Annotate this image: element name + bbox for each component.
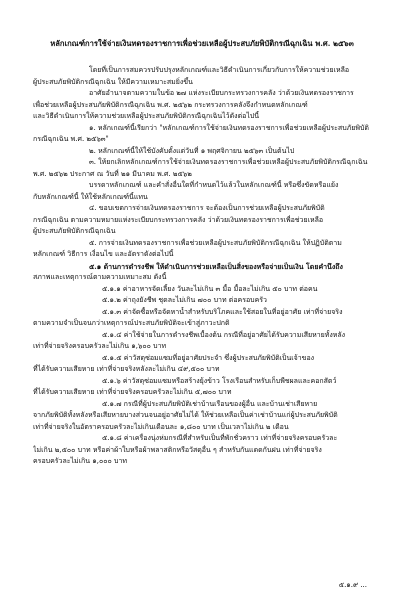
clause-4-cont: ผู้ประสบภัยพิบัติกรณีฉุกเฉิน [33,227,116,235]
clause-5-1-5-cont: ที่ได้รับความเสียหาย เท่าที่จ่ายจริงหลังละไม่เกิน ๔๙,๕๐๐ บาท [33,365,220,373]
clause-5: ๕. การจ่ายเงินทดรองราชการเพื่อช่วยเหลือผู้ประสบภัยพิบัติกรณีฉุกเฉิน ให้ปฏิบัติตาม [89,238,342,247]
clause-5-1-8-cont: ไม่เกิน ๒,๕๐๐ บาท หรือค่าผ้าใบหรือผ้าพลาสติกหรือวัสดุอื่น ๆ สำหรับกันแดดกันฝน เท่าที่จ่ายจริง [33,445,322,454]
clause-4-cont: กรณีฉุกเฉิน ตามความหมายแห่งระเบียบกระทรวงการคลัง ว่าด้วยเงินทดรองราชการเพื่อช่วยเหลือ [33,215,324,224]
clause-5-cont: หลักเกณฑ์ วิธีการ เงื่อนไข และอัตราดังต่อไปนี้ [33,250,174,258]
clause-5-1-7-cont: จากภัยพิบัติทั้งหลังหรือเสียหายบางส่วนจนอยู่อาศัยไม่ได้ ให้ช่วยเหลือเป็นค่าเช่าบ้านแก่ผู้ประสบภัยพิบัติ [33,411,338,419]
clause-4: ๔. ขอบเขตการจ่ายเงินทดรองราชการ จะต้องเป็นการช่วยเหลือผู้ประสบภัยพิบัติ [89,204,325,212]
clause-5-1-4-cont: เท่าที่จ่ายจริงครอบครัวละไม่เกิน ๑,๖๐๐ บาท [33,342,167,350]
preamble-line: ผู้ประสบภัยพิบัติกรณีฉุกเฉิน ให้มีความเหมาะสมยิ่งขึ้น [33,77,193,86]
clause-3-para: บรรดาหลักเกณฑ์ และคำสั่งอื่นใดที่กำหนดไว้แล้วในหลักเกณฑ์นี้ หรือซึ่งขัดหรือแย้ง [89,181,339,189]
clause-3: ๓. ให้ยกเลิกหลักเกณฑ์การใช้จ่ายเงินทดรองราชการเพื่อช่วยเหลือผู้ประสบภัยพิบัติกรณีฉุกเฉิน [89,158,368,166]
spacer [33,49,371,60]
clause-5-1-3-cont: ตามความจำเป็นจนกว่าเหตุการณ์ประสบภัยพิบัติจะเข้าสู่ภาวะปกติ [33,319,230,327]
clause-3-cont: พ.ศ. ๒๕๖๒ ประกาศ ณ วันที่ ๒๑ มีนาคม พ.ศ. ๒๕๖๒ [33,169,192,178]
authority-line: อาศัยอำนาจตามความในข้อ ๒๗ แห่งระเบียบกระทรวงการคลัง ว่าด้วยเงินทดรองราชการ [89,89,354,97]
clause-5-1-2: ๕.๑.๒ ค่าถุงยังชีพ ชุดละไม่เกิน ๗๐๐ บาท ต่อครอบครัว [102,296,267,304]
clause-5-1-3: ๕.๑.๓ ค่าจัดซื้อหรือจัดหาน้ำสำหรับบริโภคและใช้สอยในที่อยู่อาศัย เท่าที่จ่ายจริง [102,307,343,316]
authority-line: เพื่อช่วยเหลือผู้ประสบภัยพิบัติกรณีฉุกเฉิน พ.ศ. ๒๕๖๒ กระทรวงการคลังจึงกำหนดหลักเกณฑ์ [33,100,308,109]
preamble-line: โดยที่เป็นการสมควรปรับปรุงหลักเกณฑ์และวิธีดำเนินการเกี่ยวกับการให้ความช่วยเหลือ [89,66,350,74]
clause-5-1-7-cont: เท่าที่จ่ายจริงในอัตราครอบครัวละไม่เกินเดือนละ ๑,๘๐๐ บาท เป็นเวลาไม่เกิน ๒ เดือน [33,422,289,431]
clause-5-1-7: ๕.๑.๗ กรณีที่ผู้ประสบภัยพิบัติเช่าบ้านเรือนของผู้อื่น และบ้านเช่าเสียหาย [102,399,318,408]
clause-3-para-cont: กับหลักเกณฑ์นี้ ให้ใช้หลักเกณฑ์นี้แทน [33,192,148,201]
document-title: หลักเกณฑ์การใช้จ่ายเงินทดรองราชการเพื่อช่วยเหลือผู้ประสบภัยพิบัติกรณีฉุกเฉิน พ.ศ. ๒๕๖๓ [50,39,354,48]
authority-line: และวิธีดำเนินการให้ความช่วยเหลือผู้ประสบภัยพิบัติกรณีฉุกเฉินไว้ดังต่อไปนี้ [33,112,260,120]
clause-1: ๑. หลักเกณฑ์นี้เรียกว่า "หลักเกณฑ์การใช้จ่ายเงินทดรองราชการเพื่อช่วยเหลือผู้ประสบภัยพิบัติ [89,123,369,132]
clause-2: ๒. หลักเกณฑ์นี้ให้ใช้บังคับตั้งแต่วันที่ ๑ พฤศจิกายน ๒๕๖๓ เป็นต้นไป [89,146,295,155]
clause-5-1-8-cont: ครอบครัวละไม่เกิน ๑,๐๐๐ บาท [33,457,127,465]
clause-5-1-cont: สภาพและเหตุการณ์ตามความเหมาะสม ดังนี้ [33,273,167,281]
clause-5-1-6: ๕.๑.๖ ค่าวัสดุซ่อมแซมหรือสร้างยุ้งข้าว โรงเรือนสำหรับเก็บพืชผลและคอกสัตว์ [102,376,337,385]
continuation-marker: ๕.๑.๙ ... [338,581,367,589]
clause-5-1-5: ๕.๑.๕ ค่าวัสดุซ่อมแซมที่อยู่อาศัยประจำ ซึ่งผู้ประสบภัยพิบัติเป็นเจ้าของ [102,353,315,362]
clause-5-1: ๕.๑ ด้านการดำรงชีพ ให้ดำเนินการช่วยเหลือเป็นสิ่งของหรือจ่ายเป็นเงิน โดยคำนึงถึง [89,261,343,271]
clause-1-cont: กรณีฉุกเฉิน พ.ศ. ๒๕๖๓" [33,135,109,143]
clause-5-1-8: ๕.๑.๘ ค่าเครื่องนุ่งห่มกรณีที่สำหรับเป็นที่พักชั่วคราว เท่าที่จ่ายจริงครอบครัวละ [102,434,338,442]
clause-5-1-1: ๕.๑.๑ ค่าอาหารจัดเลี้ยง วันละไม่เกิน ๓ มื้อ มื้อละไม่เกิน ๕๐ บาท ต่อคน [102,284,318,293]
clause-5-1-6-cont: ที่ได้รับความเสียหาย เท่าที่จ่ายจริงครอบครัวละไม่เกิน ๕,๗๐๐ บาท [33,388,232,396]
clause-5-1-4: ๕.๑.๔ ค่าใช้จ่ายในการดำรงชีพเบื้องต้น กรณีที่อยู่อาศัยได้รับความเสียหายทั้งหลัง [102,330,346,339]
